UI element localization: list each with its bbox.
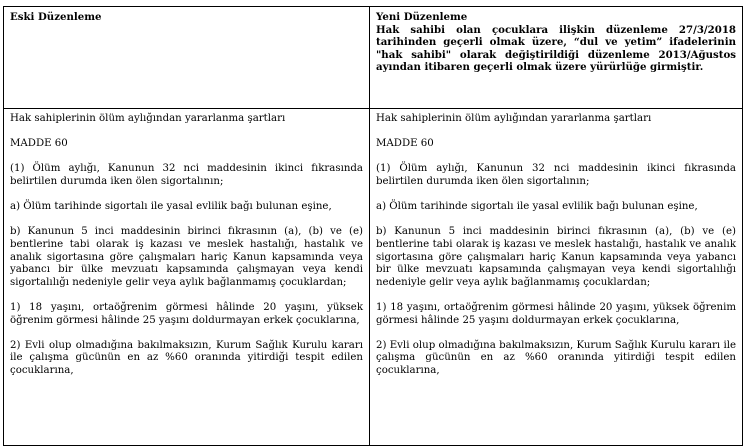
header-row	[4, 7, 743, 109]
old-regulation-title: Eski Düzenleme	[10, 11, 102, 23]
new-article-number: MADDE 60	[376, 138, 434, 150]
old-regulation-text-cell	[4, 109, 370, 446]
old-regulation-header-cell	[4, 7, 370, 109]
old-item-b: b) Kanunun 5 inci maddesinin birinci fıkrasının (a), (b) ve (e) bentlerine tabi olarak iş kazası ve meslek hastalığı, hastalık ve analık sigortasına göre çalışmaları hariç Kanun kapsamında veya yabancı bir ülke mevzuatı kapsamında çalışmayan veya kendi sigortalılığı nedeniyle gelir veya aylık bağlanmamış çocuklardan;	[10, 226, 363, 288]
comparison-table	[3, 6, 743, 446]
old-subitem-2: 2) Evli olup olmadığına bakılmaksızın, Kurum Sağlık Kurulu kararı ile çalışma gücünün en az %60 oranında yitirdiği tespit edilen çocuklarına,	[10, 339, 363, 376]
new-item-b: b) Kanunun 5 inci maddesinin birinci fıkrasının (a), (b) ve (e) bentlerine tabi olarak iş kazası ve meslek hastalığı, hastalık ve analık sigortasına göre çalışmaları hariç Kanun kapsamında veya yabancı bir ülke mevzuatı kapsamında çalışmayan veya kendi sigortalılığı nedeniyle gelir veya aylık bağlanmamış çocuklardan;	[376, 226, 736, 288]
new-item-a: a) Ölüm tarihinde sigortalı ile yasal evlilik bağı bulunan eşine,	[376, 201, 698, 213]
old-paragraph-1: (1) Ölüm aylığı, Kanunun 32 nci maddesinin ikinci fıkrasında belirtilen durumda iken ölen sigortalının;	[10, 163, 363, 187]
new-paragraph-1: (1) Ölüm aylığı, Kanunun 32 nci maddesinin ikinci fıkrasında belirtilen durumda iken ölen sigortalının;	[376, 163, 736, 187]
new-regulation-text-cell	[370, 109, 743, 446]
new-regulation-title: Yeni Düzenleme	[376, 11, 468, 23]
old-item-a: a) Ölüm tarihinde sigortalı ile yasal evlilik bağı bulunan eşine,	[10, 201, 332, 213]
new-article-heading: Hak sahiplerinin ölüm aylığından yararlanma şartları	[376, 113, 652, 124]
body-row	[4, 109, 743, 446]
old-subitem-1: 1) 18 yaşını, ortaöğrenim görmesi hâlinde 20 yaşını, yüksek öğrenim görmesi hâlinde 25 yaşını doldurmayan erkek çocuklarına,	[10, 301, 363, 326]
new-subitem-1: 1) 18 yaşını, ortaöğrenim görmesi hâlinde 20 yaşını, yüksek öğrenim görmesi hâlinde 25 yaşını doldurmayan erkek çocuklarına,	[376, 301, 736, 326]
old-article-number: MADDE 60	[10, 138, 68, 150]
new-regulation-header-cell	[370, 7, 743, 109]
new-subitem-2: 2) Evli olup olmadığına bakılmaksızın, Kurum Sağlık Kurulu kararı ile çalışma gücünün en az %60 oranında yitirdiği tespit edilen çocuklarına,	[376, 339, 736, 376]
old-article-heading: Hak sahiplerinin ölüm aylığından yararlanma şartları	[10, 113, 286, 124]
new-regulation-note: Hak sahibi olan çocuklara ilişkin düzenleme 27/3/2018 tarihinden geçerli olmak üzere, “dul ve yetim” ifadelerinin "hak sahibi" olarak değiştirildiği düzenleme 2013/Ağustos ayından itibaren geçerli olmak üzere yürürlüğe girmiştir.	[376, 23, 736, 74]
